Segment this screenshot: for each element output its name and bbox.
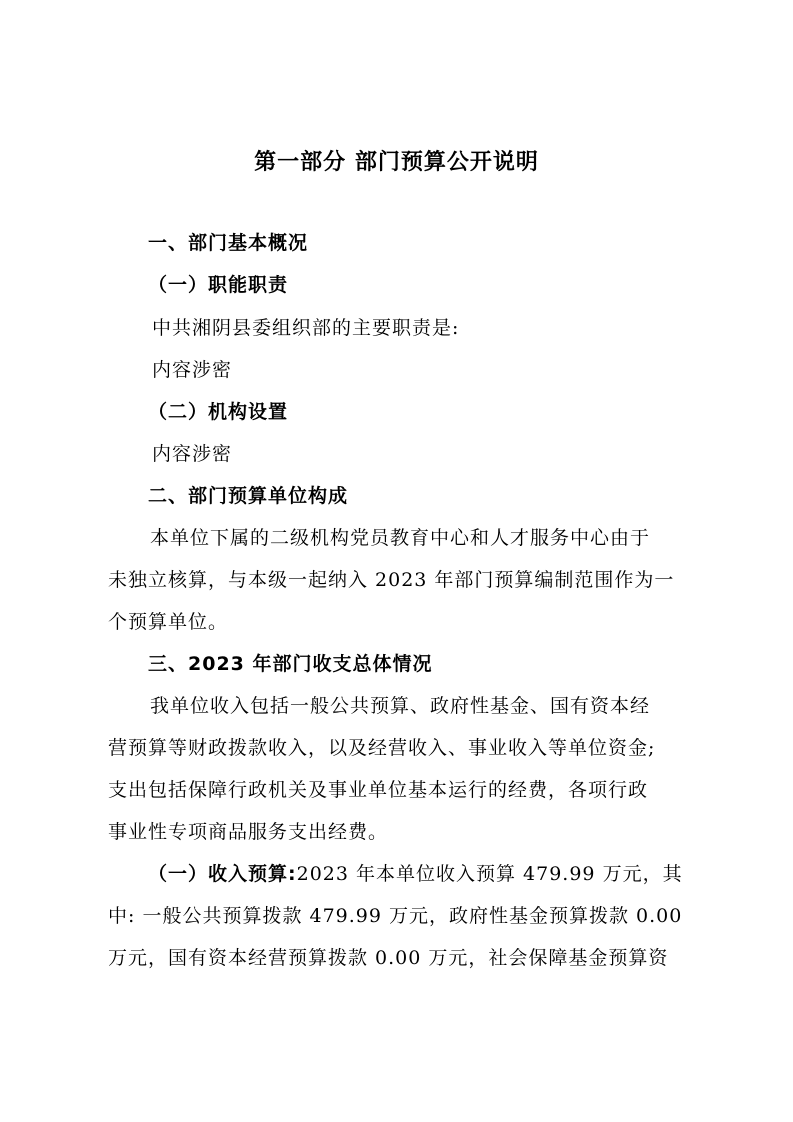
- paragraph-line: 我单位收入包括一般公共预算、政府性基金、国有资本经: [150, 695, 651, 717]
- paragraph-line: 支出包括保障行政机关及事业单位基本运行的经费，各项行政: [108, 779, 649, 801]
- paragraph-line: 未独立核算，与本级一起纳入 2023 年部门预算编制范围作为一: [108, 569, 675, 591]
- income-budget-line: [148, 860, 683, 888]
- income-budget-text: 2023 年本单位收入预算 479.99 万元，其: [296, 863, 683, 885]
- paragraph-line: 个预算单位。: [108, 611, 229, 633]
- duties-content: 内容涉密: [152, 359, 233, 381]
- paragraph-line: 万元，国有资本经营预算拨款 0.00 万元，社会保障基金预算资: [108, 947, 669, 969]
- paragraph-line: 事业性专项商品服务支出经费。: [108, 821, 389, 843]
- subsection-heading-duties: （一）职能职责: [148, 274, 289, 296]
- duties-intro: 中共湘阴县委组织部的主要职责是:: [152, 317, 460, 339]
- paragraph-line: 本单位下属的二级机构党员教育中心和人才服务中心由于: [150, 527, 651, 549]
- income-budget-label: （一）收入预算:: [148, 863, 297, 885]
- paragraph-line: 中: 一般公共预算拨款 479.99 万元，政府性基金预算拨款 0.00: [108, 905, 683, 927]
- section-heading-revenue-expenditure: 三、2023 年部门收支总体情况: [148, 653, 433, 675]
- structure-content: 内容涉密: [152, 443, 233, 465]
- section-heading-basic-overview: 一、部门基本概况: [148, 232, 309, 254]
- page-title: 第一部分 部门预算公开说明: [254, 150, 539, 175]
- section-heading-budget-units: 二、部门预算单位构成: [148, 485, 349, 507]
- subsection-heading-structure: （二）机构设置: [148, 401, 289, 423]
- paragraph-line: 营预算等财政拨款收入，以及经营收入、事业收入等单位资金;: [108, 737, 656, 759]
